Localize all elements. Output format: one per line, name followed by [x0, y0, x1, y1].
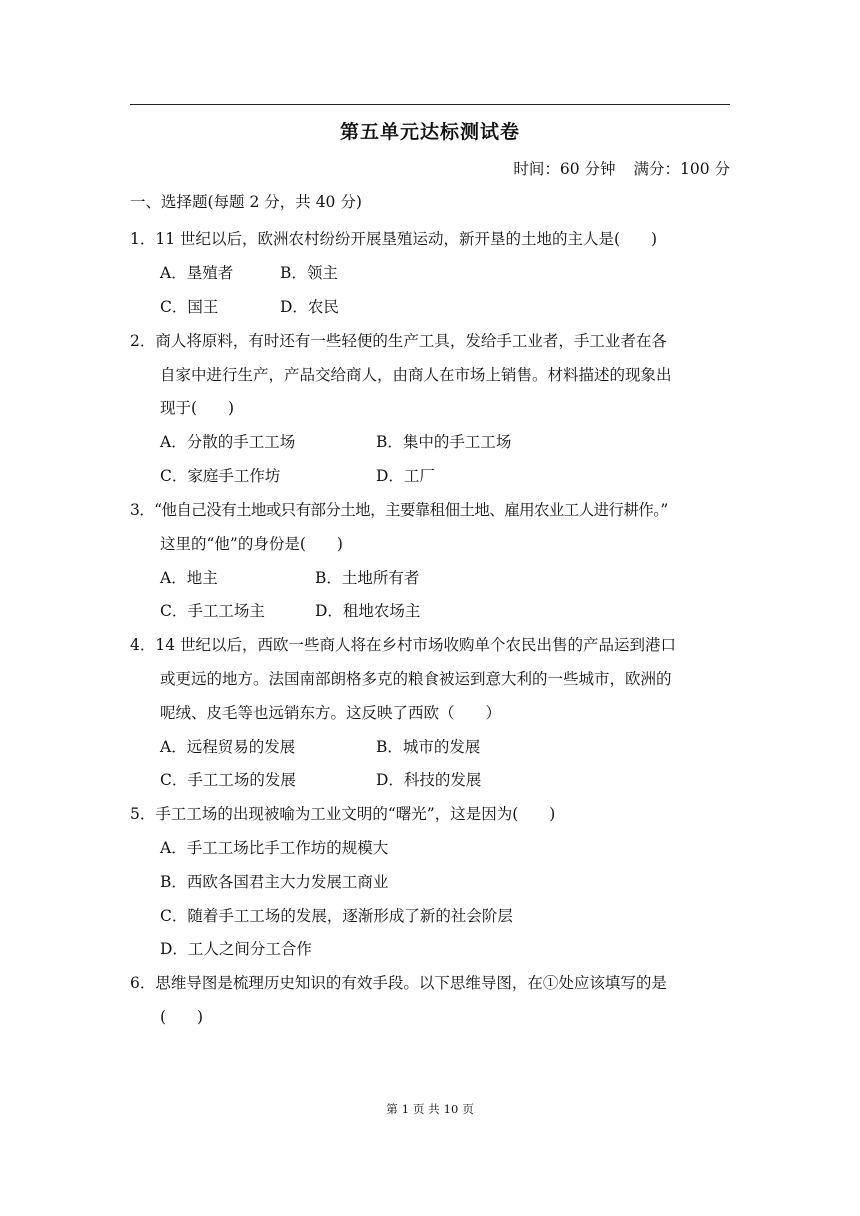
- header-rule: [130, 104, 730, 105]
- question-4-line-3: 呢绒、皮毛等也远销东方。这反映了西欧（ ）: [160, 704, 502, 722]
- question-2-option-c: C．家庭手工作坊: [160, 467, 281, 485]
- question-3-line-1: 3．“他自己没有土地或只有部分土地，主要靠租佃土地、雇用农业工人进行耕作。”: [130, 501, 668, 519]
- question-5-option-b: B．西欧各国君主大力发展工商业: [160, 873, 389, 891]
- question-3-option-d: D．租地农场主: [315, 602, 421, 620]
- question-4-option-b: B．城市的发展: [376, 738, 481, 756]
- footer-mid: 页 共: [413, 1102, 440, 1116]
- footer-total-pages: 10: [443, 1102, 459, 1116]
- question-3-line-2: 这里的“他”的身份是( ): [160, 535, 343, 553]
- footer-suffix: 页: [462, 1102, 474, 1116]
- question-3-option-c: C．手工工场主: [160, 602, 265, 620]
- question-5-line-1: 5．手工工场的出现被喻为工业文明的“曙光”，这是因为( ): [130, 805, 556, 823]
- exam-meta: [130, 157, 730, 179]
- question-5-option-c: C．随着手工工场的发展，逐渐形成了新的社会阶层: [160, 907, 513, 925]
- question-5-option-d: D．工人之间分工合作: [160, 940, 312, 958]
- question-4-option-a: A．远程贸易的发展: [160, 738, 296, 756]
- question-6-line-2: ( ): [160, 1008, 204, 1026]
- full-score: 满分：100 分: [633, 160, 730, 178]
- question-1-line-1: 1．11 世纪以后，欧洲农村纷纷开展垦殖运动，新开垦的土地的主人是( ): [130, 230, 658, 248]
- question-2-option-b: B．集中的手工工场: [376, 433, 512, 451]
- question-2-option-d: D．工厂: [376, 467, 435, 485]
- question-1-option-a: A．垦殖者: [160, 264, 234, 282]
- question-2-line-2: 自家中进行生产，产品交给商人，由商人在市场上销售。材料描述的现象出: [160, 366, 672, 384]
- question-2-line-3: 现于( ): [160, 399, 235, 417]
- question-5-option-a: A．手工工场比手工作坊的规模大: [160, 839, 389, 857]
- footer-page-number: 1: [401, 1102, 410, 1116]
- question-2-line-1: 2．商人将原料，有时还有一些轻便的生产工具，发给手工业者，手工业者在各: [130, 332, 667, 350]
- page-title: 第五单元达标测试卷: [339, 121, 520, 143]
- question-1-option-c: C．国王: [160, 298, 219, 316]
- time-limit: 时间：60 分钟: [513, 160, 616, 178]
- question-6-line-1: 6．思维导图是梳理历史知识的有效手段。以下思维导图，在①处应该填写的是: [130, 974, 667, 992]
- question-3-option-b: B．土地所有者: [315, 569, 420, 587]
- question-1-option-b: B．领主: [280, 264, 338, 282]
- question-1-option-d: D．农民: [280, 298, 339, 316]
- section-heading: 一、选择题(每题 2 分，共 40 分): [130, 193, 362, 211]
- footer-prefix: 第: [386, 1102, 398, 1116]
- question-2-option-a: A．分散的手工工场: [160, 433, 296, 451]
- question-4-option-c: C．手工工场的发展: [160, 771, 296, 789]
- page-footer: [0, 1101, 860, 1117]
- question-4-option-d: D．科技的发展: [376, 771, 482, 789]
- question-3-option-a: A．地主: [160, 569, 218, 587]
- question-4-line-1: 4．14 世纪以后，西欧一些商人将在乡村市场收购单个农民出售的产品运到港口: [130, 636, 677, 654]
- question-4-line-2: 或更远的地方。法国南部朗格多克的粮食被运到意大利的一些城市，欧洲的: [160, 670, 672, 688]
